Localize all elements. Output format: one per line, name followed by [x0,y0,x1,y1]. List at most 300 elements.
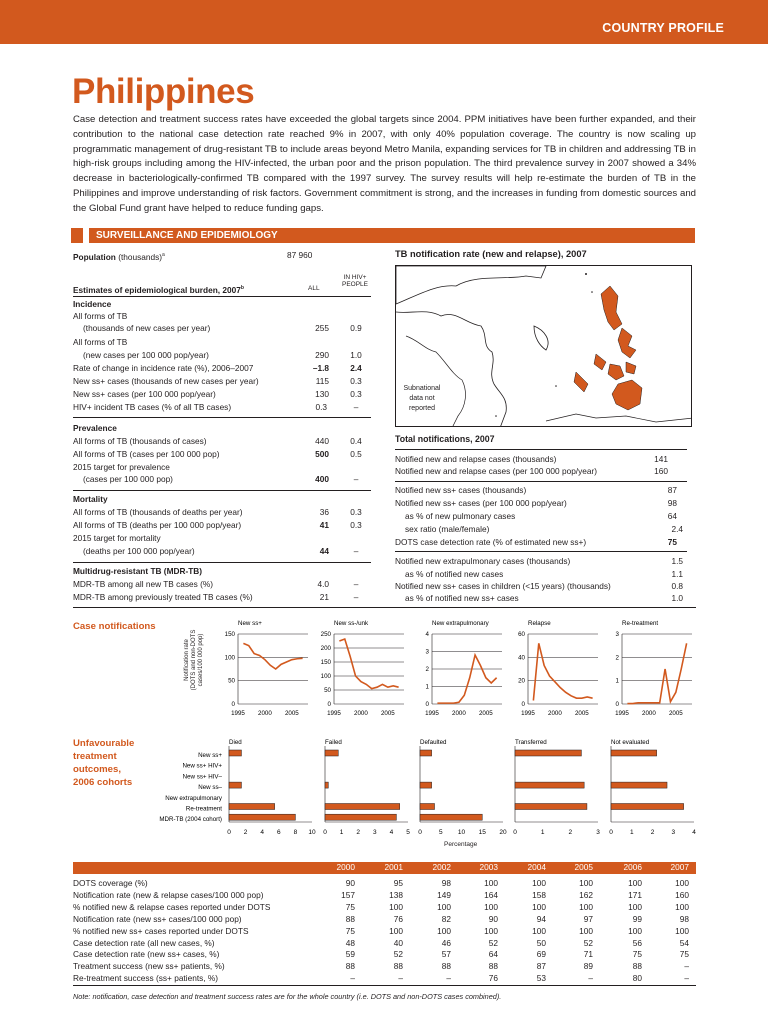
x-tick-label: 3 [372,829,377,836]
row-label: (cases per 100 000 pop) [83,474,173,484]
section-title: SURVEILLANCE AND EPIDEMIOLOGY [96,229,278,241]
table-cell: 88 [345,913,355,924]
x-tick-label: 8 [293,829,298,836]
table-row [73,973,696,985]
totals-row [395,453,685,465]
x-tick-label: 4 [389,829,394,836]
bar [420,804,435,810]
value-hiv: 0.4 [350,436,362,446]
series-line [243,643,302,669]
table-cell: 149 [437,889,451,900]
value-all: 130 [315,389,329,399]
y-tick-label: 0 [231,701,235,708]
table-row [73,938,696,950]
table-cell: 52 [583,937,593,948]
bar [229,804,275,810]
x-tick-label: 1995 [425,710,439,717]
x-tick-label: 1995 [231,710,245,717]
row-label: Notified new extrapulmonary cases (thousands) [395,556,571,566]
table-cell: – [398,973,403,984]
map-frame [395,265,692,427]
value-hiv: 0.5 [350,449,362,459]
table-cell: 90 [345,878,355,888]
mdr-heading [73,565,371,578]
incidence-row [73,362,371,375]
col-hiv-line2: PEOPLE [341,281,368,288]
table-cell: 90 [488,913,498,924]
row-label: Notified new ss+ cases in children (<15 years) (thousands) [395,581,611,591]
prevalence-row [73,473,371,486]
row-label: Notification rate (new & relapse cases/100 000 pop) [73,889,264,900]
case-notification-charts [0,610,768,725]
value-all: 400 [315,474,329,484]
year-header: 2004 [527,862,546,872]
x-tick-label: 2 [650,829,655,836]
value-hiv: 0.3 [350,507,362,517]
category-label: New ss+ HIV– [182,773,222,781]
row-label: All forms of TB [73,337,128,347]
table-cell: 100 [437,925,451,936]
row-value: 160 [654,466,668,476]
series-line [533,643,592,700]
y-tick-label: 4 [425,631,429,638]
table-cell: 59 [345,949,355,960]
prevalence-row [73,435,371,448]
map-island [591,291,593,293]
bar [420,814,482,820]
map-coast-north [396,266,546,304]
mortality-row [73,545,371,558]
divider [395,481,687,482]
x-tick-label: 15 [478,829,486,836]
table-cell: 100 [628,901,642,912]
row-label: HIV+ incident TB cases (% of all TB cases) [73,402,232,412]
incidence-row [73,388,371,401]
x-tick-label: 0 [418,829,422,836]
table-cell: 100 [484,901,498,912]
population-value: 87 960 [287,250,313,260]
chart-title: Died [229,739,242,746]
row-label: (deaths per 100 000 pop/year) [83,546,195,556]
table-cell: 88 [488,961,498,972]
x-tick-label: 0 [513,829,517,836]
value-all: 4.0 [317,579,329,589]
row-value: 64 [667,511,677,521]
table-cell: 57 [441,949,451,960]
chart-title: New ss-/unk [334,620,369,627]
outcome-charts [0,732,768,854]
chart-title: New ss+ [238,620,262,627]
table-cell: 52 [488,937,498,948]
table-cell: 164 [484,889,498,900]
year-header: 2007 [670,862,689,872]
row-label: All forms of TB (thousands of cases) [73,436,207,446]
divider [395,551,687,552]
x-tick-label: 3 [671,829,676,836]
table-row [73,914,696,926]
x-tick-label: 2005 [380,710,395,717]
bar [229,750,241,756]
table-cell: 100 [389,925,403,936]
table-cell: 50 [536,937,546,948]
totals-row [395,484,685,496]
burden-sup: b [240,285,244,291]
row-label: Case detection rate (all new cases, %) [73,937,215,948]
population-label: Population [73,251,116,262]
chart-title: Defaulted [420,739,447,746]
table-cell: 160 [675,889,689,900]
x-tick-label: 1995 [521,710,535,717]
table-cell: 88 [632,961,642,972]
row-label: % notified new & relapse cases reported under DOTS [73,901,271,912]
row-label: All forms of TB (thousands of deaths per year) [73,507,243,517]
table-cell: – [588,973,593,984]
table-cell: 75 [679,949,689,960]
x-tick-label: 2005 [478,710,493,717]
y-tick-label: 100 [320,673,331,680]
case-notifications-label: Case notifications [73,621,156,632]
series-line [339,639,398,689]
x-tick-label: 1 [540,829,545,836]
chart-title: New extrapulmonary [432,620,489,627]
value-all: –1.8 [312,363,329,373]
y-tick-label: 3 [615,631,619,638]
row-value: 2.4 [671,524,683,534]
y-tick-label: 1 [615,677,619,685]
y-tick-label: 2 [425,666,429,673]
value-hiv: 0.9 [350,323,362,333]
bar [325,804,400,810]
table-cell: – [684,973,689,984]
mdr-head-text: Multidrug-resistant TB (MDR-TB) [73,566,203,576]
y-tick-label: 250 [320,631,331,638]
map-note [396,384,448,414]
table-cell: 99 [632,913,642,924]
page-title: Philippines [72,72,255,111]
value-hiv: 0.3 [350,389,362,399]
row-label: New ss+ cases (thousands of new cases per year) [73,376,259,386]
outcomes-label-line: 2006 cohorts [73,777,133,788]
year-header: 2000 [336,862,355,872]
value-hiv: 0.3 [350,376,362,386]
mortality-row [73,519,371,532]
x-tick-label: 2 [568,829,573,836]
map-note-line: Subnational [403,385,441,392]
value-all: 36 [319,507,329,517]
population-row [73,249,371,262]
year-header: 2001 [384,862,403,872]
table-cell: 157 [341,889,355,900]
year-header-row [73,862,696,874]
value-hiv: – [353,592,359,602]
y-tick-label: 50 [324,687,331,694]
row-label: DOTS coverage (%) [73,878,148,888]
case-ylabel-line: Notification rate [184,639,190,681]
bar [229,814,295,820]
table-cell: 48 [345,937,355,948]
table-cell: 100 [389,901,403,912]
value-hiv: – [353,546,359,556]
row-value: 98 [667,498,677,508]
map-island [555,385,557,387]
y-tick-label: 2 [615,654,619,662]
y-tick-label: 20 [518,677,525,685]
row-label: Notified new and relapse cases (per 100 000 pop/year) [395,466,598,476]
bar [420,750,432,756]
y-tick-label: 100 [224,654,235,662]
table-row [73,878,696,890]
row-label: Rate of change in incidence rate (%), 2006–2007 [73,363,254,373]
table-cell: 89 [583,961,593,972]
totals-row [395,497,685,509]
row-label: 2015 target for mortality [73,533,161,543]
divider [73,417,371,418]
x-tick-label: 0 [227,829,231,836]
table-row [73,926,696,938]
x-tick-label: 0 [323,829,327,836]
bar [611,804,684,810]
row-label: DOTS case detection rate (% of estimated new ss+) [395,537,587,547]
table-cell: – [446,973,451,984]
table-cell: 76 [393,913,403,924]
table-row [73,902,696,914]
map-island [495,415,497,417]
x-tick-label: 2000 [354,710,368,717]
x-tick-label: 6 [276,829,281,836]
table-cell: 56 [632,937,642,948]
mortality-row [73,532,371,545]
population-unit: (thousands) [118,251,163,262]
mortality-heading [73,493,371,506]
totals-row [395,555,685,567]
col-all-header: ALL [308,285,320,292]
y-tick-label: 200 [320,645,331,652]
table-cell: 171 [628,889,642,900]
table-cell: 138 [389,889,403,900]
x-tick-label: 1995 [327,710,341,717]
row-label: New ss+ cases (per 100 000 pop/year) [73,389,216,399]
totals-row [395,592,685,604]
table-cell: 71 [583,949,593,960]
table-cell: 100 [579,925,593,936]
x-tick-label: 4 [260,829,265,836]
table-cell: 64 [488,949,498,960]
value-hiv: 2.4 [350,363,362,373]
value-hiv: – [353,402,359,412]
bar [420,782,432,788]
outcomes-label-line: outcomes, [73,764,121,775]
row-value: 1.5 [671,556,683,566]
table-cell: 76 [488,973,498,984]
col-hiv-line1: IN HIV+ [343,274,367,281]
value-all: 500 [315,449,329,459]
incidence-row [73,349,371,362]
category-label: New extrapulmonary [165,794,222,802]
table-cell: 97 [583,913,593,924]
mdr-row [73,578,371,591]
series-line [437,655,496,703]
value-hiv: – [353,474,359,484]
totals-row [395,510,685,522]
value-all: 0.3 [315,402,327,412]
table-cell: 82 [441,913,451,924]
bar [325,814,396,820]
row-label: Notified new ss+ cases (per 100 000 pop/year) [395,498,567,508]
population-sup: a [162,252,165,258]
divider [73,985,696,986]
y-tick-label: 0 [615,701,619,708]
chart-title: Transferred [515,739,547,746]
table-cell: 98 [441,878,451,888]
table-cell: 162 [579,889,593,900]
value-all: 41 [319,520,329,530]
table-cell: 100 [628,925,642,936]
map-island [585,273,587,275]
x-tick-label: 4 [692,829,696,836]
bar [229,782,241,788]
map-note-line: reported [408,405,436,412]
x-tick-label: 2005 [668,710,683,717]
category-label: Re-treatment [185,805,222,813]
table-cell: 75 [345,901,355,912]
table-cell: 52 [393,949,403,960]
bar [325,750,338,756]
prevalence-head-text: Prevalence [73,423,117,433]
x-tick-label: 2000 [548,710,562,717]
row-label: All forms of TB (cases per 100 000 pop) [73,449,220,459]
chart-title: Failed [325,739,342,746]
x-tick-label: 2005 [574,710,589,717]
country-profile-label: COUNTRY PROFILE [602,21,724,35]
row-label: 2015 target for prevalence [73,462,170,472]
table-cell: 100 [579,901,593,912]
value-all: 290 [315,350,329,360]
totals-row [395,523,685,535]
table-cell: 75 [345,925,355,936]
row-label: % notified new ss+ cases reported under DOTS [73,925,249,936]
table-cell: 100 [484,878,498,888]
mortality-head-text: Mortality [73,494,108,504]
table-row [73,890,696,902]
case-ylabel-line: (DOTS and non-DOTS [191,629,197,691]
outcomes-label-line: treatment [73,751,117,762]
table-cell: 88 [441,961,451,972]
outcomes-xlabel: Percentage [444,841,478,848]
table-cell: 95 [393,878,403,888]
chart-title: Not evaluated [611,739,650,746]
row-value: 0.8 [671,581,683,591]
x-tick-label: 2 [356,829,361,836]
table-cell: 100 [484,925,498,936]
table-cell: 88 [345,961,355,972]
outcomes-label-line: Unfavourable [73,738,135,749]
divider [73,607,696,608]
value-hiv: 0.3 [350,520,362,530]
bar [515,782,584,788]
table-cell: 53 [536,973,546,984]
case-ylabel-line: cases/100 000 pop) [198,633,204,687]
table-cell: 98 [679,913,689,924]
divider [395,449,687,450]
x-tick-label: 1 [339,829,344,836]
x-tick-label: 2 [243,829,248,836]
y-tick-label: 0 [327,701,331,708]
table-cell: 100 [532,901,546,912]
value-all: 21 [319,592,329,602]
row-value: 87 [667,485,677,495]
table-cell: 100 [579,878,593,888]
totals-row [395,536,685,548]
mortality-row [73,506,371,519]
value-all: 255 [315,323,329,333]
row-value: 1.0 [671,593,683,603]
category-label: MDR-TB (2004 cohort) [159,816,222,824]
row-label: All forms of TB (deaths per 100 000 pop/year) [73,520,242,530]
row-value: 141 [654,454,668,464]
mdr-row [73,591,371,604]
totals-title: Total notifications, 2007 [395,434,495,444]
totals-row [395,465,685,477]
row-label: as % of notified new cases [405,569,504,579]
prevalence-heading [73,422,371,435]
row-label: as % of new pulmonary cases [405,511,516,521]
year-header: 2005 [574,862,593,872]
category-label: New ss+ [198,752,222,759]
row-label: Treatment success (new ss+ patients, %) [73,961,225,972]
y-tick-label: 150 [320,659,331,666]
table-cell: 158 [532,889,546,900]
table-cell: 100 [532,878,546,888]
value-all: 440 [315,436,329,446]
table-cell: 87 [536,961,546,972]
row-label: Notified new and relapse cases (thousands) [395,454,557,464]
philippines-islands [574,286,642,410]
x-tick-label: 5 [406,829,410,836]
row-label: sex ratio (male/female) [405,524,490,534]
table-cell: 94 [536,913,546,924]
section-bar-notch [83,228,89,243]
x-tick-label: 2000 [258,710,272,717]
row-label: (thousands of new cases per year) [83,323,211,333]
table-cell: 40 [393,937,403,948]
map-note-line: data not [409,395,435,402]
y-tick-label: 40 [518,654,525,662]
row-label: Case detection rate (new ss+ cases, %) [73,949,220,960]
burden-header [73,282,371,295]
map-title: TB notification rate (new and relapse), 2007 [395,249,587,259]
row-label: MDR-TB among previously treated TB cases (%) [73,592,253,602]
x-tick-label: 2000 [642,710,656,717]
map-island [534,326,548,350]
y-tick-label: 3 [425,648,429,656]
chart-title: Re-treatment [622,620,659,627]
y-tick-label: 60 [518,631,525,638]
table-row [73,961,696,973]
incidence-row [73,375,371,388]
x-tick-label: 3 [596,829,600,836]
row-label: MDR-TB among all new TB cases (%) [73,579,214,589]
y-tick-label: 0 [425,701,429,708]
table-cell: 69 [536,949,546,960]
row-label: Notified new ss+ cases (thousands) [395,485,527,495]
x-tick-label: 5 [438,829,443,836]
series-line [627,643,686,703]
row-value: 75 [667,537,677,547]
divider [73,562,371,563]
table-cell: – [684,961,689,972]
x-tick-label: 10 [457,829,466,836]
value-all: 44 [319,546,329,556]
